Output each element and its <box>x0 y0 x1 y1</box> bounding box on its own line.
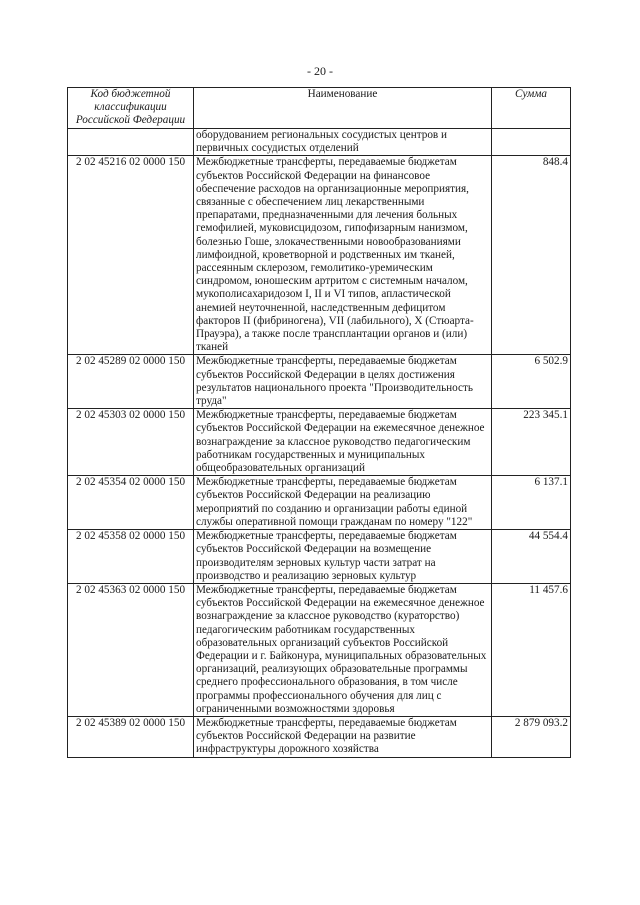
page-number: - 20 - <box>307 64 333 78</box>
header-name: Наименование <box>194 88 492 129</box>
row-name: Межбюджетные трансферты, передаваемые бюджетам субъектов Российской Федерации на ежемесячное денежное вознаграждение за классное руководство педагогическим работникам государственных и муниципальных общеобразовательных организаций <box>194 409 492 476</box>
row-code: 2 02 45289 02 0000 150 <box>68 355 194 409</box>
budget-table <box>67 87 571 758</box>
row-sum: 6 502.9 <box>492 355 571 409</box>
row-name: оборудованием региональных сосудистых центров и первичных сосудистых отделений <box>194 129 492 156</box>
row-sum: 44 554.4 <box>492 530 571 584</box>
row-code: 2 02 45216 02 0000 150 <box>68 156 194 355</box>
table-row <box>68 476 571 530</box>
table-row <box>68 409 571 476</box>
row-code: 2 02 45363 02 0000 150 <box>68 583 194 716</box>
row-code <box>68 129 194 156</box>
row-code: 2 02 45354 02 0000 150 <box>68 476 194 530</box>
header-sum: Сумма <box>492 88 571 129</box>
table-row <box>68 716 571 757</box>
table-row <box>68 355 571 409</box>
row-name: Межбюджетные трансферты, передаваемые бюджетам субъектов Российской Федерации на возмещение производителям зерновых культур части затрат на производство и реализацию зерновых культур <box>194 530 492 584</box>
row-sum: 848.4 <box>492 156 571 355</box>
table-row <box>68 129 571 156</box>
row-name: Межбюджетные трансферты, передаваемые бюджетам субъектов Российской Федерации на ежемесячное денежное вознаграждение за классное руководство (кураторство) педагогическим работникам государственных образовательных организаций субъектов Российской Федерации и г. Байконура, муниципальных образовательных организаций, реализующих образовательные программы среднего профессионального образования, в том числе программы профессионального обучения для лиц с ограниченными возможностями здоровья <box>194 583 492 716</box>
row-name: Межбюджетные трансферты, передаваемые бюджетам субъектов Российской Федерации на реализацию мероприятий по созданию и организации работы единой службы оперативной помощи гражданам по номеру "122" <box>194 476 492 530</box>
row-sum: 11 457.6 <box>492 583 571 716</box>
row-name: Межбюджетные трансферты, передаваемые бюджетам субъектов Российской Федерации на финансовое обеспечение расходов на организационные мероприятия, связанные с обеспечением лиц лекарственными препаратами, предназначенными для лечения больных гемофилией, муковисцидозом, гипофизарным нанизмом, болезнью Гоше, злокачественными новообразованиями лимфоидной, кроветворной и родственных им тканей, рассеянным склерозом, гемолитико-уремическим синдромом, юношеским артритом с системным началом, мукополисахаридозом I, II и VI типов, апластической анемией неуточненной, наследственным дефицитом факторов II (фибриногена), VII (лабильного), X (Стюарта-Прауэра), а также после трансплантации органов и (или) тканей <box>194 156 492 355</box>
row-sum: 6 137.1 <box>492 476 571 530</box>
row-name: Межбюджетные трансферты, передаваемые бюджетам субъектов Российской Федерации на развитие инфраструктуры дорожного хозяйства <box>194 716 492 757</box>
row-code: 2 02 45303 02 0000 150 <box>68 409 194 476</box>
table-header-row <box>68 88 571 129</box>
row-code: 2 02 45389 02 0000 150 <box>68 716 194 757</box>
header-code: Код бюджетной классификации Российской Федерации <box>68 88 194 129</box>
table-row <box>68 156 571 355</box>
row-sum <box>492 129 571 156</box>
row-sum: 223 345.1 <box>492 409 571 476</box>
row-sum: 2 879 093.2 <box>492 716 571 757</box>
row-name: Межбюджетные трансферты, передаваемые бюджетам субъектов Российской Федерации в целях достижения результатов национального проекта "Производительность труда" <box>194 355 492 409</box>
table-row <box>68 583 571 716</box>
table-row <box>68 530 571 584</box>
row-code: 2 02 45358 02 0000 150 <box>68 530 194 584</box>
